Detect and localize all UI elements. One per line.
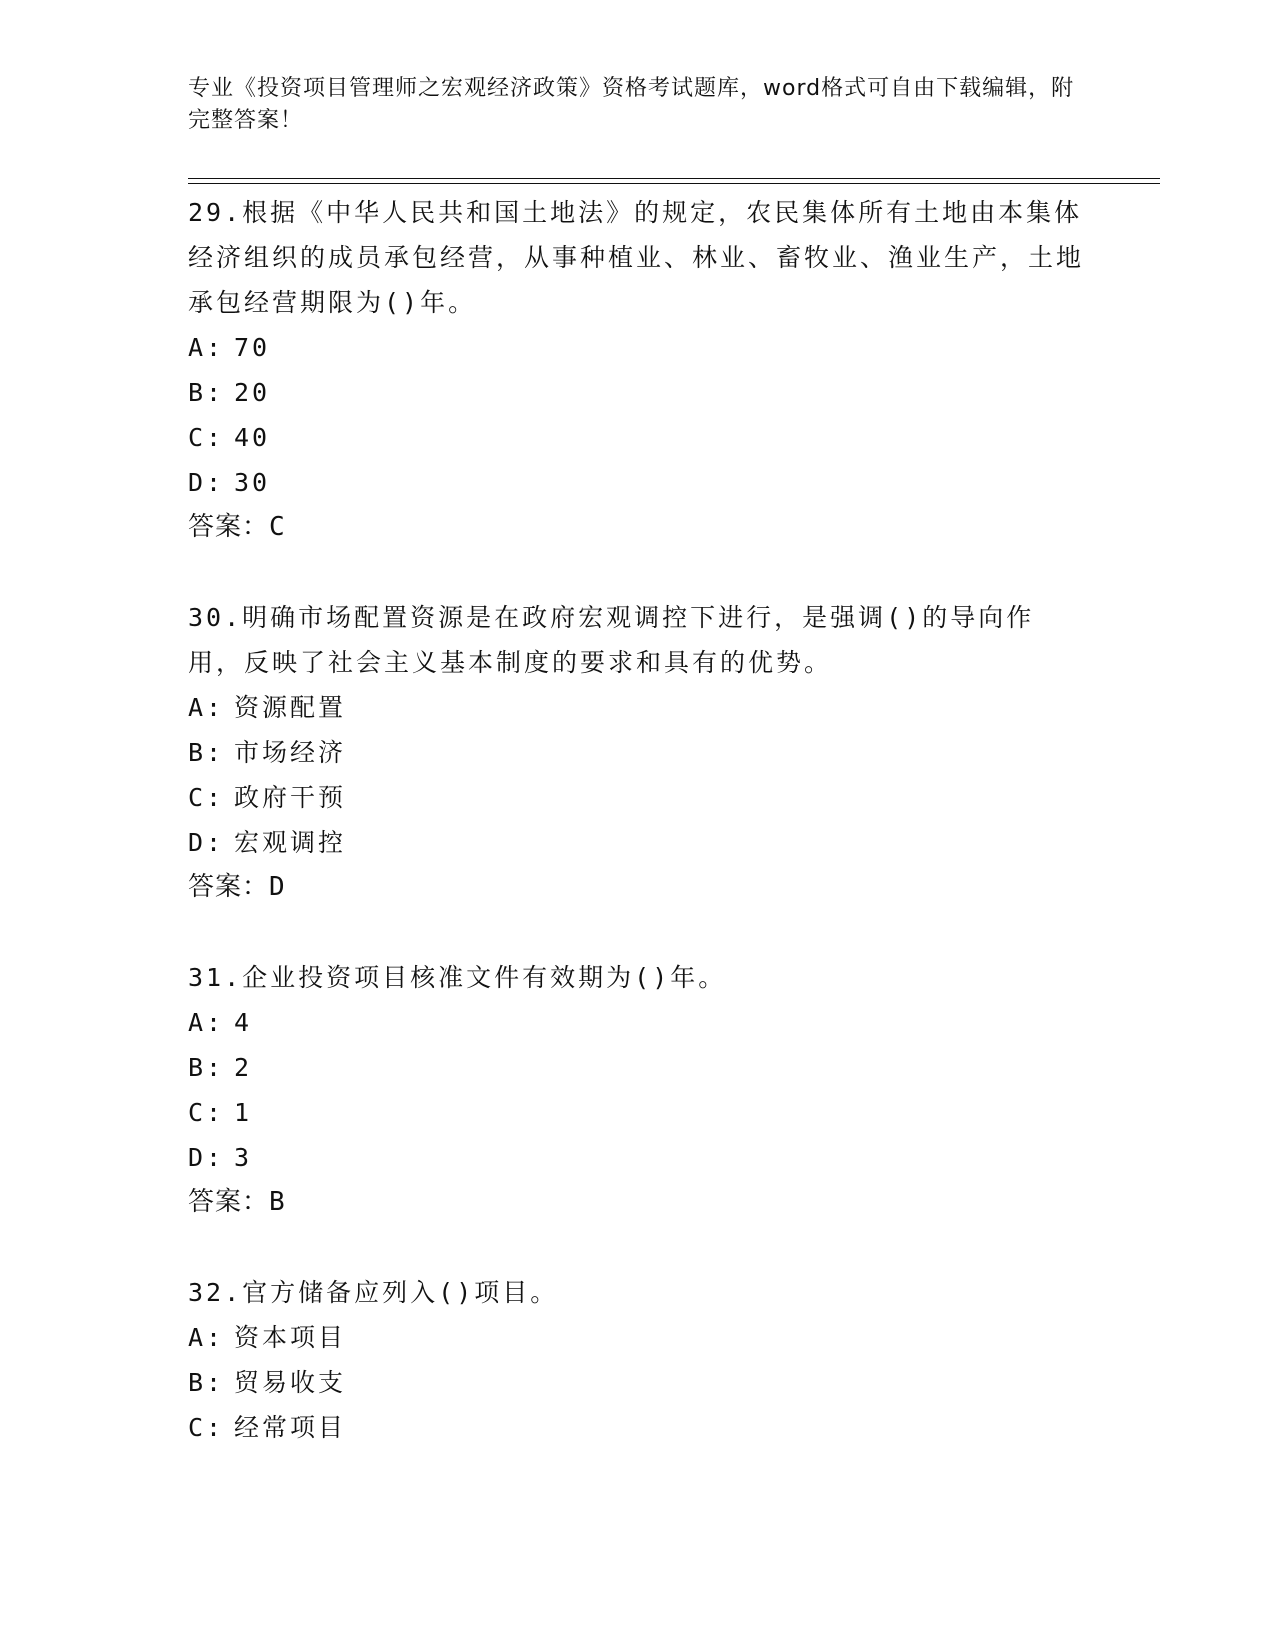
option-a [188, 1000, 1088, 1045]
document-header: 专业《投资项目管理师之宏观经济政策》资格考试题库，word格式可自由下载编辑，附完整答案！ [188, 76, 1075, 133]
question-30 [188, 595, 1088, 910]
option-c [188, 1090, 1088, 1135]
option-text: 市场经济 [234, 738, 347, 767]
option-letter: C: [188, 1098, 225, 1127]
option-letter: D: [188, 828, 225, 857]
option-text: 40 [234, 423, 271, 452]
option-letter: B: [188, 378, 225, 407]
option-d [188, 460, 1088, 505]
answer-line [188, 1180, 1088, 1225]
question-31 [188, 955, 1088, 1225]
answer-value: C [269, 512, 286, 542]
option-letter: A: [188, 1008, 225, 1037]
option-letter: C: [188, 1413, 225, 1442]
option-text: 政府干预 [234, 783, 347, 812]
question-32 [188, 1270, 1088, 1450]
question-29 [188, 190, 1088, 550]
option-c [188, 775, 1088, 820]
option-letter: D: [188, 468, 225, 497]
question-stem: 29.根据《中华人民共和国土地法》的规定，农民集体所有土地由本集体经济组织的成员承包经营，从事种植业、林业、畜牧业、渔业生产，土地承包经营期限为()年。 [188, 198, 1085, 317]
option-b [188, 1045, 1088, 1090]
answer-value: B [269, 1187, 286, 1217]
option-b [188, 730, 1088, 775]
option-letter: C: [188, 423, 225, 452]
option-letter: A: [188, 333, 225, 362]
option-c [188, 1405, 1088, 1450]
answer-label: 答案： [188, 512, 270, 542]
option-letter: B: [188, 1368, 225, 1397]
option-a [188, 325, 1088, 370]
option-d [188, 820, 1088, 865]
header-divider-line [188, 178, 1160, 179]
answer-line [188, 865, 1088, 910]
question-stem: 30.明确市场配置资源是在政府宏观调控下进行，是强调()的导向作用，反映了社会主义基本制度的要求和具有的优势。 [188, 603, 1035, 677]
option-letter: C: [188, 783, 225, 812]
option-text: 经常项目 [234, 1413, 347, 1442]
answer-line [188, 505, 1088, 550]
answer-label: 答案： [188, 872, 270, 902]
option-letter: D: [188, 1143, 225, 1172]
option-a [188, 1315, 1088, 1360]
option-b [188, 1360, 1088, 1405]
question-list [188, 190, 1088, 1495]
header-divider-line [188, 183, 1160, 184]
answer-label: 答案： [188, 1187, 270, 1217]
option-text: 70 [234, 333, 271, 362]
option-text: 资本项目 [234, 1323, 347, 1352]
option-text: 4 [234, 1008, 253, 1037]
option-c [188, 415, 1088, 460]
answer-value: D [269, 872, 286, 902]
option-letter: B: [188, 1053, 225, 1082]
option-text: 资源配置 [234, 693, 347, 722]
question-stem: 31.企业投资项目核准文件有效期为()年。 [188, 963, 727, 992]
option-text: 20 [234, 378, 271, 407]
option-letter: A: [188, 693, 225, 722]
option-text: 3 [234, 1143, 253, 1172]
option-text: 2 [234, 1053, 253, 1082]
option-text: 30 [234, 468, 271, 497]
option-text: 1 [234, 1098, 253, 1127]
option-letter: A: [188, 1323, 225, 1352]
option-d [188, 1135, 1088, 1180]
question-stem: 32.官方储备应列入()项目。 [188, 1278, 559, 1307]
option-text: 贸易收支 [234, 1368, 347, 1397]
option-letter: B: [188, 738, 225, 767]
option-text: 宏观调控 [234, 828, 347, 857]
option-a [188, 685, 1088, 730]
option-b [188, 370, 1088, 415]
